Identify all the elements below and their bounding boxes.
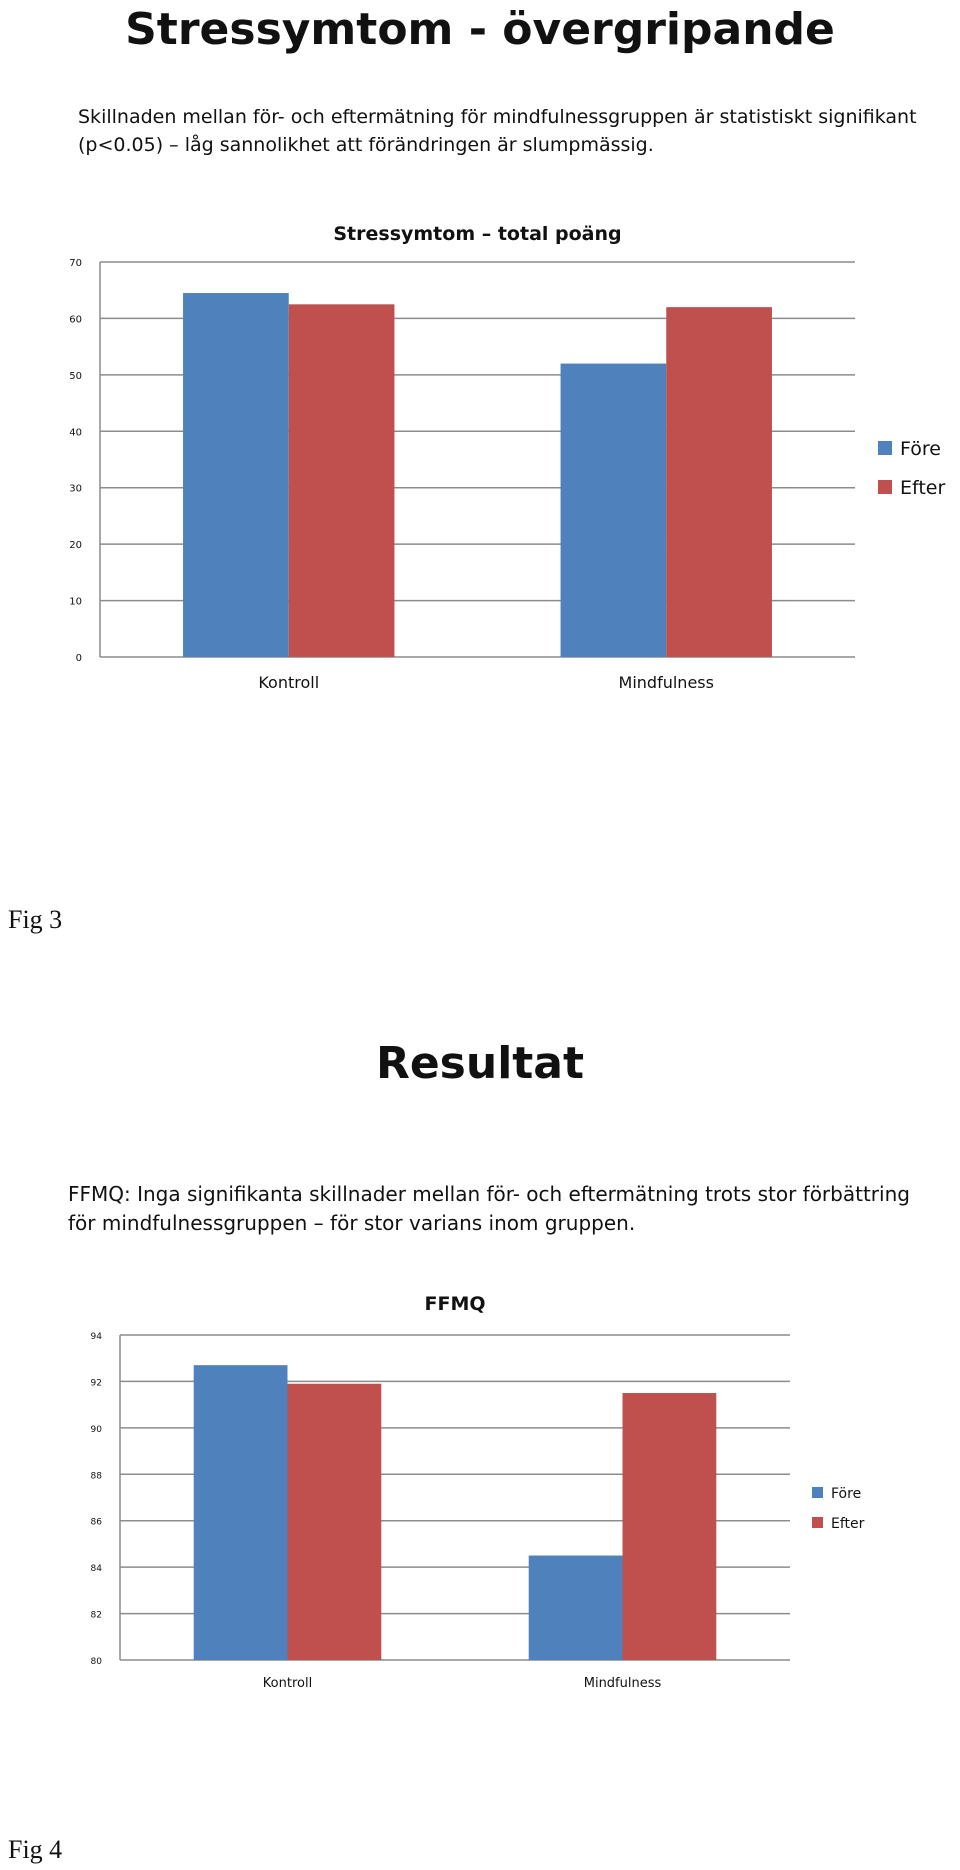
bar-fre-kontroll <box>183 293 289 657</box>
slide-title: Resultat <box>375 1038 585 1089</box>
figure-label-4: Fig 4 <box>8 1835 63 1864</box>
ffmq-bar-chart <box>0 1280 960 1720</box>
y-tick-label: 10 <box>69 596 82 608</box>
y-tick-label: 80 <box>90 1657 102 1667</box>
x-category-label: Kontroll <box>262 1676 313 1691</box>
y-tick-label: 70 <box>69 258 82 269</box>
y-tick-label: 90 <box>90 1424 102 1435</box>
bar-fre-kontroll <box>194 1365 288 1660</box>
y-tick-label: 82 <box>90 1610 102 1621</box>
bar-efter-kontroll <box>288 1384 382 1660</box>
x-category-label: Mindfulness <box>618 673 714 692</box>
y-tick-label: 40 <box>69 427 82 439</box>
y-tick-label: 50 <box>69 370 82 382</box>
legend-swatch <box>878 441 892 455</box>
bar-efter-kontroll <box>289 304 395 657</box>
slide-stress-symptoms <box>0 0 960 720</box>
slide-title: Stressymtom - övergripande <box>125 4 835 55</box>
y-tick-label: 0 <box>75 653 82 664</box>
y-tick-label: 20 <box>69 540 82 552</box>
x-category-label: Kontroll <box>258 673 320 692</box>
chart-title: Stressymtom – total poäng <box>333 223 622 245</box>
legend-label: Före <box>831 1486 862 1502</box>
slide-description: FFMQ: Inga signifikanta skillnader mellan för- och eftermätning trots stor förbättring för mindfulnessgruppen – för stor varians inom gruppen. <box>68 1182 910 1235</box>
legend-swatch <box>812 1517 823 1528</box>
bar-efter-mindfulness <box>623 1393 717 1660</box>
slide-ffmq-results <box>0 1000 960 1720</box>
figure-label-3: Fig 3 <box>8 905 63 934</box>
legend-label: Efter <box>831 1516 865 1532</box>
legend-label: Före <box>900 438 941 460</box>
bar-efter-mindfulness <box>666 307 772 657</box>
y-tick-label: 94 <box>90 1332 102 1342</box>
x-category-label: Mindfulness <box>583 1676 662 1691</box>
slide-description: Skillnaden mellan för- och eftermätning för mindfulnessgruppen är statistiskt signifikant (p<0.05) – låg sannolikhet att förändringen är slumpmässig. <box>78 106 917 156</box>
bar-fre-mindfulness <box>529 1556 623 1660</box>
legend-swatch <box>878 480 892 494</box>
legend-label: Efter <box>900 477 946 499</box>
legend-swatch <box>812 1487 823 1498</box>
y-tick-label: 88 <box>90 1471 102 1482</box>
y-tick-label: 86 <box>90 1517 102 1528</box>
y-tick-label: 92 <box>90 1378 102 1389</box>
chart-title: FFMQ <box>424 1293 486 1315</box>
y-tick-label: 84 <box>90 1564 102 1575</box>
y-tick-label: 60 <box>69 314 82 326</box>
bar-fre-mindfulness <box>561 364 667 657</box>
y-tick-label: 30 <box>69 483 82 495</box>
stress-bar-chart <box>0 210 960 710</box>
